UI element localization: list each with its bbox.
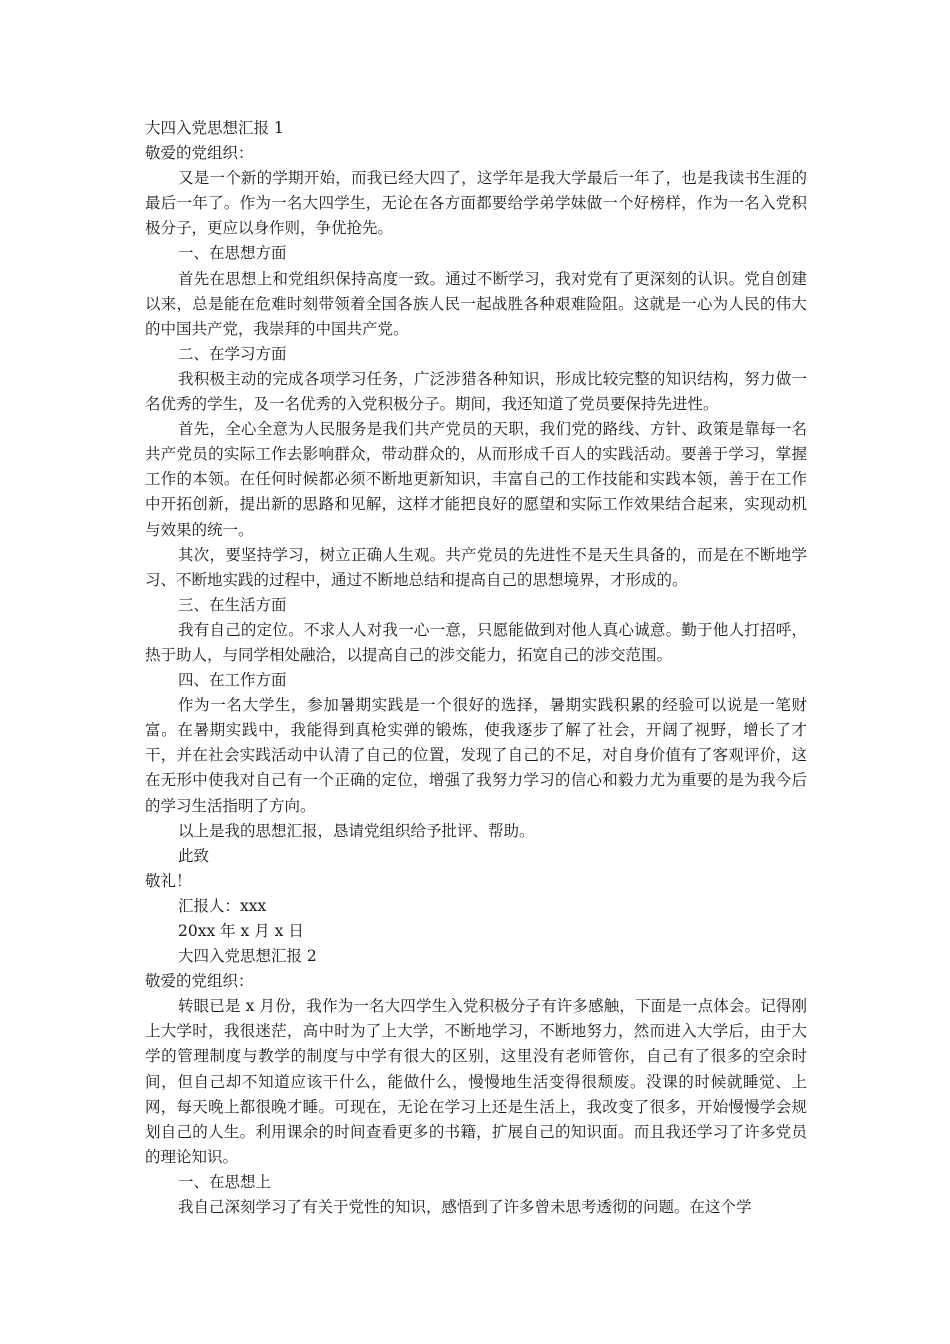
salutation-2: 敬爱的党组织： — [145, 972, 254, 991]
paragraph-study: 我积极主动的完成各项学习任务，广泛涉猎各种知识，形成比较完整的知识结构，努力做一名优秀的学生，及一名优秀的入党积极分子。期间，我还知道了党员要保持先进性。 — [145, 369, 807, 414]
document-body — [145, 116, 807, 1220]
section-heading-thought-2: 一、在思想上 — [178, 1172, 272, 1191]
paragraph-thought-2: 我自己深刻学习了有关于党性的知识，感悟到了许多曾未思考透彻的问题。在这个学 — [178, 1198, 752, 1217]
doc-title-2: 大四入党思想汇报 2 — [178, 947, 317, 966]
section-heading-thought: 一、在思想方面 — [178, 244, 287, 263]
salutation-1: 敬爱的党组织： — [145, 144, 254, 163]
reporter-name: 汇报人：xxx — [178, 896, 267, 915]
paragraph-closing: 以上是我的思想汇报，恳请党组织给予批评、帮助。 — [178, 821, 535, 840]
report-date: 20xx 年 x 月 x 日 — [178, 922, 304, 940]
section-heading-work: 四、在工作方面 — [178, 671, 287, 690]
paragraph-study-first: 首先，全心全意为人民服务是我们共产党员的天职，我们党的路线、方针、政策是靠每一名共产党员的实际工作去影响群众，带动群众的，从而形成千百人的实践活动。要善于学习，掌握工作的本领。在任何时候都必须不断地更新知识，丰富自己的工作技能和实践本领，善于在工作中开拓创新，提出新的思路和见解，这样才能把良好的愿望和实际工作效果结合起来，实现动机与效果的统一。 — [145, 420, 807, 539]
closing-jingli: 敬礼！ — [145, 871, 192, 890]
paragraph-life: 我有自己的定位。不求人人对我一心一意，只愿能做到对他人真心诚意。勤于他人打招呼，热于助人，与同学相处融洽，以提高自己的涉交能力，拓宽自己的涉交范围。 — [145, 620, 807, 664]
closing-cizhi: 此致 — [178, 846, 210, 865]
paragraph-study-second: 其次，要坚持学习，树立正确人生观。共产党员的先进性不是天生具备的，而是在不断地学习、不断地实践的过程中，通过不断地总结和提高自己的思想境界，才形成的。 — [145, 545, 807, 589]
paragraph-intro-1: 又是一个新的学期开始，而我已经大四了，这学年是我大学最后一年了，也是我读书生涯的最后一年了。作为一名大四学生，无论在各方面都要给学弟学妹做一个好榜样，作为一名入党积极分子，更应以身作则，争优抢先。 — [145, 169, 807, 238]
paragraph-intro-2: 转眼已是 x 月份，我作为一名大四学生入党积极分子有许多感触，下面是一点体会。记得刚上大学时，我很迷茫，高中时为了上大学，不断地学习，不断地努力，然而进入大学后，由于大学的管理制度与教学的制度与中学有很大的区别，这里没有老师管你，自己有了很多的空余时间，但自己却不知道应该干什么，能做什么，慢慢地生活变得很颓废。没课的时候就睡觉、上网，每天晚上都很晚才睡。可现在，无论在学习上还是生活上，我改变了很多，开始慢慢学会规划自己的人生。利用课余的时间查看更多的书籍，扩展自己的知识面。而且我还学习了许多党员的理论知识。 — [145, 997, 807, 1166]
paragraph-thought: 首先在思想上和党组织保持高度一致。通过不断学习，我对党有了更深刻的认识。党自创建以来，总是能在危难时刻带领着全国各族人民一起战胜各种艰难险阻。这就是一心为人民的伟大的中国共产党，我崇拜的中国共产党。 — [145, 269, 807, 338]
section-heading-study: 二、在学习方面 — [178, 344, 287, 363]
paragraph-work: 作为一名大学生，参加暑期实践是一个很好的选择，暑期实践积累的经验可以说是一笔财富。在暑期实践中，我能得到真枪实弹的锻炼，使我逐步了解了社会，开阔了视野，增长了才干，并在社会实践活动中认清了自己的位置，发现了自己的不足，对自身价值有了客观评价，这在无形中使我对自己有一个正确的定位，增强了我努力学习的信心和毅力尤为重要的是为我今后的学习生活指明了方向。 — [145, 696, 807, 815]
doc-title-1: 大四入党思想汇报 1 — [145, 119, 284, 137]
section-heading-life: 三、在生活方面 — [178, 595, 287, 614]
